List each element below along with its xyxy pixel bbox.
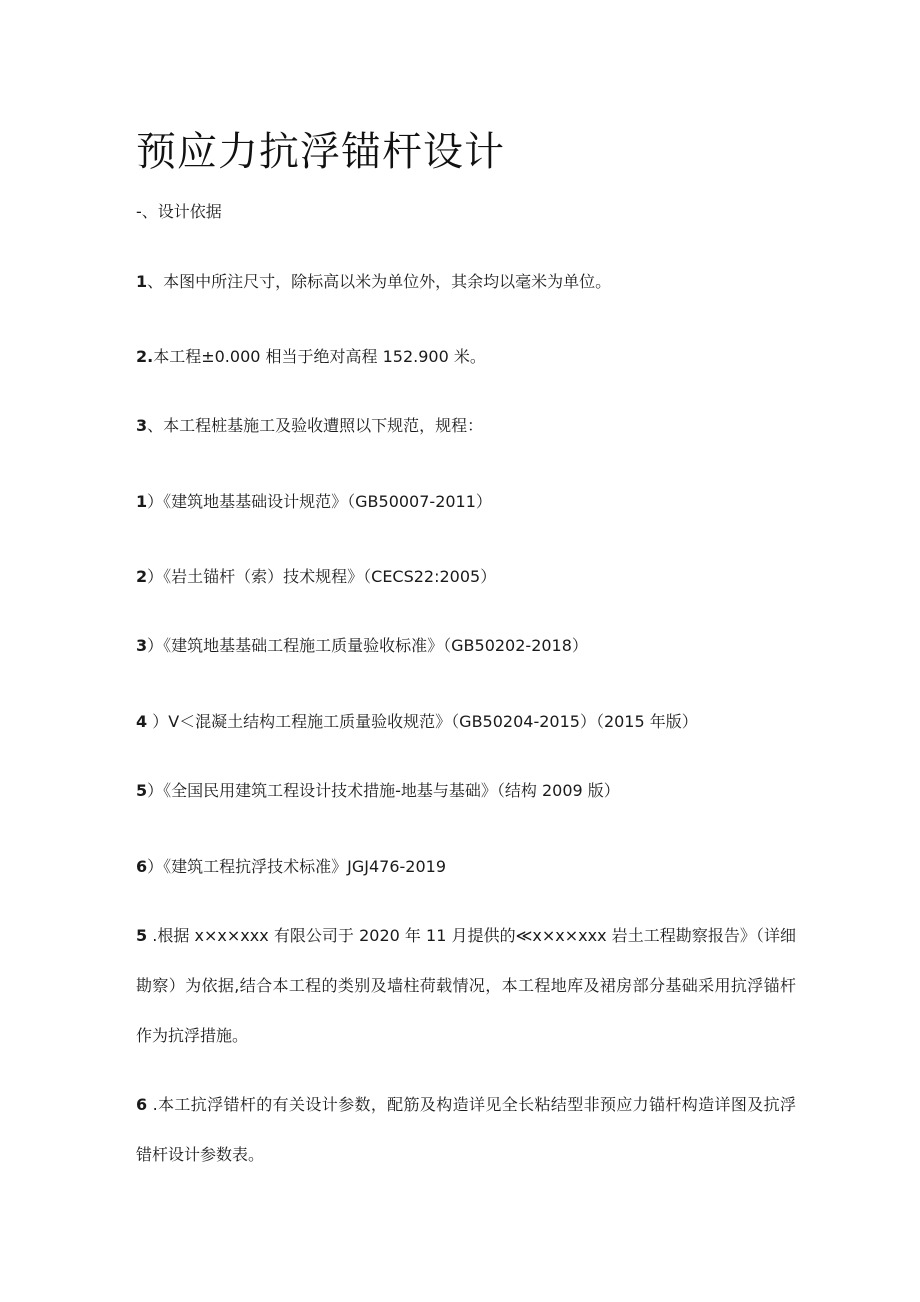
paragraph-item xyxy=(136,911,796,1061)
item-number: 2 xyxy=(136,567,148,586)
paragraph-item xyxy=(136,270,796,294)
item-number: 3 xyxy=(136,416,148,435)
item-number: 6 xyxy=(136,857,148,876)
item-number: 6 xyxy=(136,1095,148,1114)
list-item xyxy=(136,710,796,734)
paragraph-item xyxy=(136,345,796,369)
item-text: ）《建筑地基基础设计规范》（GB50007-2011） xyxy=(147,492,492,511)
list-item xyxy=(136,855,796,879)
list-item xyxy=(136,490,796,514)
item-number: 5 xyxy=(136,781,148,800)
item-number: 3 xyxy=(136,636,148,655)
item-text: 本工程±0.000 相当于绝对高程 152.900 米。 xyxy=(153,347,486,366)
item-number: 5 xyxy=(136,926,148,945)
document-title: 预应力抗浮锚杆设计 xyxy=(136,129,505,175)
item-text: ）V＜混凝土结构工程施工质量验收规范》（GB50204-2015）（2015 年版） xyxy=(147,712,698,731)
list-item xyxy=(136,634,796,658)
item-text: 、本图中所注尺寸，除标高以米为单位外，其余均以毫米为单位。 xyxy=(147,272,612,291)
item-number: 4 xyxy=(136,712,148,731)
item-number: 1 xyxy=(136,492,148,511)
item-text: ）《建筑地基基础工程施工质量验收标准》（GB50202-2018） xyxy=(147,636,588,655)
list-item xyxy=(136,779,796,803)
item-number: 1 xyxy=(136,272,148,291)
item-text: ）《建筑工程抗浮技术标准》JGJ476-2019 xyxy=(147,857,447,876)
list-item xyxy=(136,565,796,589)
paragraph-item xyxy=(136,1080,796,1180)
section-heading: -、设计依据 xyxy=(136,202,222,221)
item-text: .本工抗浮错杆的有关设计参数，配筋及构造详见全长粘结型非预应力锚杆构造详图及抗浮错杆设计参数表。 xyxy=(136,1095,796,1164)
item-number: 2. xyxy=(136,347,154,366)
item-text: ）《岩土锚杆（索）技术规程》（CECS22:2005） xyxy=(147,567,497,586)
item-text: ）《全国民用建筑工程设计技术措施-地基与基础》（结构 2009 版） xyxy=(147,781,620,800)
item-text: .根据 x×x×xxx 有限公司于 2020 年 11 月提供的≪x×x×xxx 岩土工程勘察报告》（详细勘察）为依据,结合本工程的类别及墙柱荷载情况，本工程地库及裙房部分基础采用抗浮锚杆作为抗浮措施。 xyxy=(136,926,796,1045)
item-text: 、本工程桩基施工及验收遭照以下规范，规程： xyxy=(147,416,484,435)
paragraph-item xyxy=(136,414,796,438)
